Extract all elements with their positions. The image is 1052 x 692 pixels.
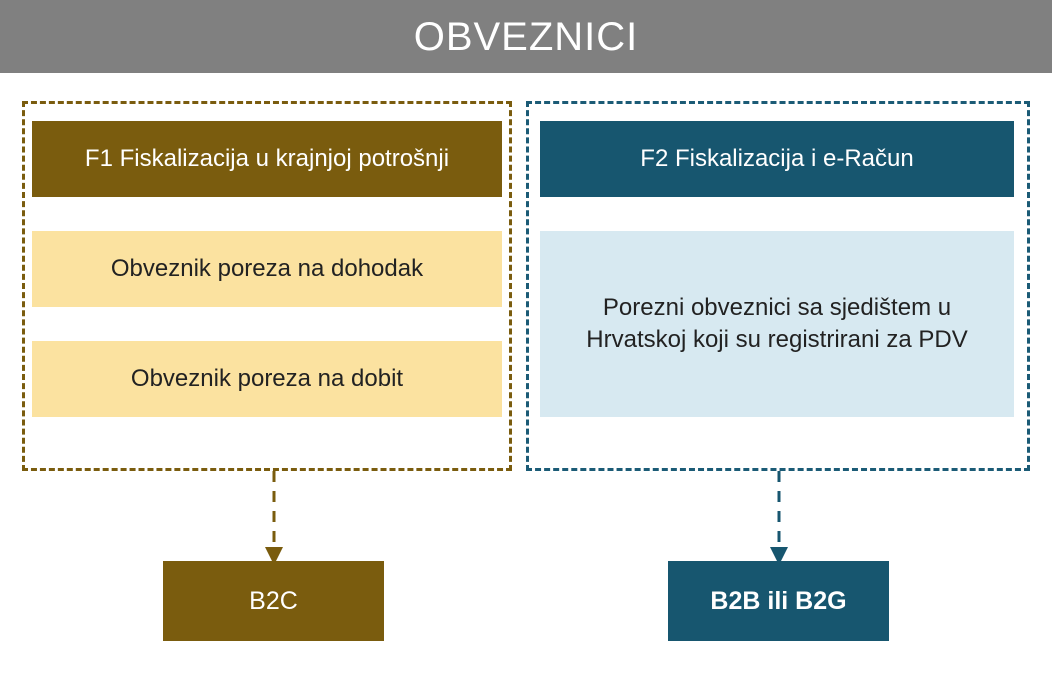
group-left-item-1: Obveznik poreza na dohodak: [32, 231, 502, 307]
result-box-left: B2C: [163, 561, 384, 641]
page-title: OBVEZNICI: [413, 14, 639, 59]
group-right-header-box: F2 Fiskalizacija i e-Račun: [540, 121, 1014, 197]
arrow-down-left-icon: [249, 471, 299, 567]
result-box-right: B2B ili B2G: [668, 561, 889, 641]
header-bar: [0, 0, 1052, 73]
group-left-header-box: F1 Fiskalizacija u krajnjoj potrošnji: [32, 121, 502, 197]
arrow-down-right-icon: [754, 471, 804, 567]
group-right-item-1: Porezni obveznici sa sjedištem u Hrvatskoj koji su registrirani za PDV: [540, 231, 1014, 417]
group-left-item-2: Obveznik poreza na dobit: [32, 341, 502, 417]
